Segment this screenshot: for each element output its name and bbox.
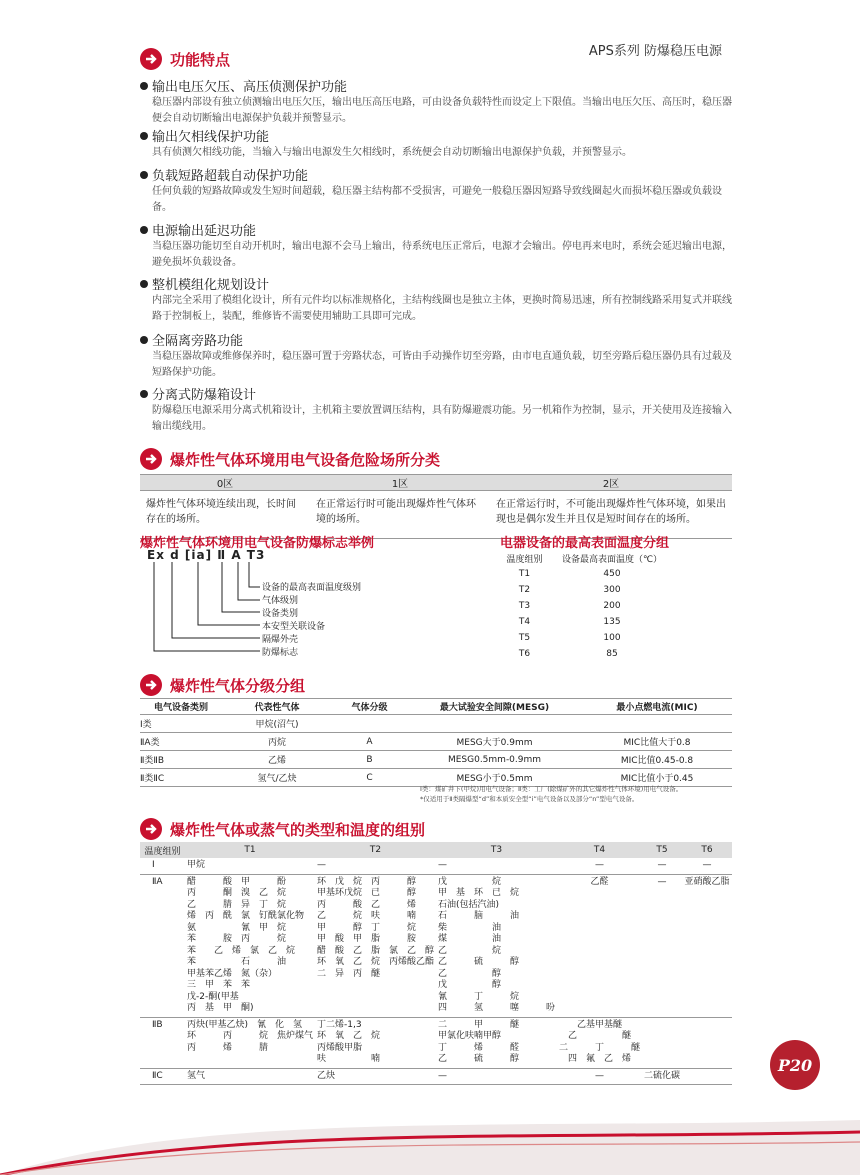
zone-cell: 爆炸性气体环境连续出现，长时间存在的场所。 (140, 491, 310, 539)
bullet-icon (140, 226, 148, 234)
comb-cell (315, 858, 436, 874)
gas-cell: B (332, 751, 407, 769)
arrow-right-icon (140, 674, 162, 696)
temp-cell: T3 (518, 601, 531, 611)
comb-row (140, 858, 732, 874)
comb-group: ⅡB (140, 1017, 185, 1068)
arrow-right-icon (140, 818, 162, 840)
temp-row (497, 598, 672, 614)
gas-header: 气体分级 (332, 699, 407, 715)
comb-cell (557, 1017, 642, 1068)
zone-table (140, 474, 732, 539)
comb-line: 石 脑 油 (438, 911, 520, 921)
comb-line: 丙炔(甲基乙炔) 氰 化 氢 (186, 1019, 302, 1030)
comb-line: 乙 醇 (438, 968, 502, 979)
comb-group: ⅡA (140, 874, 185, 1017)
temp-header: 设备最高表面温度（℃） (561, 554, 663, 565)
comb-line: 甲基环戊烷 已 醇 (316, 888, 416, 898)
feature-title-text: 整机模组化规划设计 (152, 278, 270, 293)
page-number-logo: P20 (770, 1040, 820, 1090)
gas-cell: MIC比值0.45-0.8 (582, 751, 732, 769)
gas-cell: MESG0.5mm-0.9mm (407, 751, 582, 769)
comb-line: — (438, 860, 447, 870)
marking-label: 设备类别 (262, 609, 299, 619)
comb-cell (436, 858, 557, 874)
comb-line: 二 丁 醚 (559, 1042, 641, 1053)
comb-line: 甲 酸 甲 脂 胺 (316, 934, 416, 944)
comb-cell (185, 858, 315, 874)
comb-line: 氰 丁 烷 (438, 991, 520, 1002)
arrow-right-icon (140, 448, 162, 470)
section-title: 爆炸性气体或蒸气的类型和温度的组别 (170, 820, 426, 839)
marking-label: 隔爆外壳 (262, 635, 299, 645)
feature-title (140, 220, 732, 239)
marking-label: 本安型关联设备 (262, 622, 326, 632)
feature-title (140, 330, 732, 349)
bullet-icon (140, 171, 148, 179)
comb-line: 丙 酸 乙 烯 (316, 899, 416, 910)
comb-line: 丁 烯 醛 (438, 1042, 520, 1053)
arrow-right-icon (140, 48, 162, 70)
temp-cell: 200 (603, 601, 621, 611)
gas-row (140, 751, 732, 769)
comb-line: 二硫化碳 (644, 1070, 681, 1081)
feature-desc: 具有侦测欠相线功能，当输入与输出电源发生欠相线时，系统便会自动切断输出电源保护负载，并预警显示。 (152, 147, 632, 158)
temp-cell: 100 (603, 633, 621, 643)
comb-line: — (702, 860, 712, 870)
gas-cell: Ⅱ类ⅡB (140, 751, 222, 769)
bullet-icon (140, 82, 148, 90)
comb-header: T1 (185, 842, 315, 858)
comb-header: T3 (436, 842, 557, 858)
comb-cell (436, 874, 557, 1017)
comb-line: 丙 基 甲 酮) (186, 1003, 254, 1013)
comb-line: — (438, 1070, 447, 1081)
marking-title: 爆炸性气体环境用电气设备防爆标志举例 (140, 536, 375, 551)
comb-line: 乙基甲基醚 (577, 1019, 623, 1030)
comb-line: 环 戊 烷 丙 醇 (316, 876, 416, 887)
decorative-wave (0, 1100, 860, 1175)
comb-line: 甲 基 环 已 烷 (438, 888, 520, 898)
marking-label: 气体级别 (262, 596, 299, 606)
temp-row (497, 646, 672, 662)
zone-header: 2区 (490, 475, 732, 491)
comb-line: 氨 氰 甲 烷 (186, 922, 286, 933)
feature-item (140, 384, 732, 435)
comb-cell (185, 874, 315, 1017)
feature-title-text: 电源输出延迟功能 (152, 224, 257, 239)
temperature-title: 电器设备的最高表面温度分组 (500, 536, 670, 551)
feature-desc: 当稳压器功能切至自动开机时，输出电源不会马上输出，待系统电压正常后，电源才会输出。停电再来电时，系统会延迟输出电源，避免损坏负载设备。 (152, 241, 732, 268)
comb-row (140, 1068, 732, 1085)
gas-header: 最小点燃电流(MIC) (582, 699, 732, 715)
comb-header: T4 (557, 842, 642, 858)
gas-cell: MESG小于0.5mm (407, 769, 582, 787)
comb-cell (436, 1068, 557, 1085)
temp-cell: T5 (518, 633, 531, 643)
comb-line: 戊-2-酮(甲基 (186, 991, 239, 1002)
feature-desc: 内部完全采用了模组化设计，所有元件均以标准规格化，主结构线圈也是独立主体，更换时简易迅速，所有控制线路采用复式并联线路于控制板上，装配，维修皆不需要使用辅助工具即可完成。 (152, 295, 732, 322)
comb-line: 乙 醚 (568, 1031, 632, 1041)
bullet-icon (140, 132, 148, 140)
comb-cell (642, 1068, 682, 1085)
gas-cell (407, 715, 582, 733)
gas-note: *仅适用于Ⅱ类隔爆型“d”和本质安全型“i”电气设备以及部分“n”型电气设备。 (420, 795, 639, 803)
gas-note: Ⅰ类：煤矿井下(甲烷)用电气设备；Ⅱ类：工厂(除煤矿外的其它爆炸性气体环境)用电气设备。 (420, 785, 683, 793)
comb-line: 苯 胺 丙 烷 (186, 934, 286, 944)
comb-header: T2 (315, 842, 436, 858)
comb-line: 丙烯酸甲脂 (316, 1042, 362, 1053)
comb-line: 乙 烷 (438, 945, 502, 956)
comb-row (140, 1017, 732, 1068)
feature-title-text: 全隔离旁路功能 (152, 334, 244, 349)
comb-header: 温度组别 (140, 842, 185, 858)
comb-line: 三 甲 苯 苯 (186, 980, 250, 990)
comb-header: T6 (682, 842, 732, 858)
gas-cell: 氢气/乙炔 (222, 769, 332, 787)
comb-line: 乙 烷 呋 喃 (316, 911, 416, 921)
comb-line: 丙 酮 溴 乙 烷 (186, 888, 286, 898)
temp-header: 温度组别 (506, 554, 543, 565)
feature-desc: 防爆稳压电源采用分离式机箱设计，主机箱主要放置调压结构，具有防爆避震功能。另一机箱作为控制，显示，开关使用及连接输入输出缆线用。 (152, 405, 732, 432)
gas-cell: 乙烯 (222, 751, 332, 769)
comb-line: — (316, 860, 326, 870)
feature-desc: 当稳压器故障或维修保养时，稳压器可置于旁路状态，可皆由手动操作切至旁路，由市电直通负载，切至旁路后稳压器仍具有过载及短路保护功能。 (152, 351, 732, 378)
comb-line: 戊 烷 (438, 876, 502, 887)
gas-cell (332, 715, 407, 733)
feature-desc: 任何负载的短路故障或发生短时间超载，稳压器主结构都不受损害，可避免一般稳压器因短路导致线圈起火而损坏稳压器或负载设备。 (152, 186, 722, 213)
gas-cell: 丙烷 (222, 733, 332, 751)
feature-desc: 稳压器内部设有独立侦测输出电压欠压，输出电压高压电路，可由设备负载特性而设定上下限值。当输出电压欠压、高压时，稳压器便会自动切断输出电源保护负载并预警显示。 (152, 97, 732, 124)
comb-line: 丁二烯-1,3 (316, 1019, 362, 1030)
feature-item (140, 330, 732, 381)
gas-cell: Ⅱ类ⅡC (140, 769, 222, 787)
comb-line: — (595, 1070, 605, 1081)
feature-item (140, 274, 732, 325)
comb-cell (315, 1068, 436, 1085)
feature-title (140, 76, 732, 95)
feature-title-text: 输出电压欠压、高压侦测保护功能 (152, 80, 348, 95)
feature-title-text: 输出欠相线保护功能 (152, 130, 270, 145)
comb-line: 乙 硫 醇 (438, 1054, 520, 1064)
comb-line: — (657, 876, 667, 887)
feature-item (140, 126, 732, 161)
feature-title (140, 384, 732, 403)
temp-row (497, 566, 672, 582)
comb-cell (682, 874, 732, 1017)
temp-cell: 300 (603, 585, 621, 595)
comb-line: 乙醛 (590, 876, 609, 887)
series-title: APS系列 防爆稳压电源 (588, 44, 722, 59)
comb-line: 甲烷 (186, 860, 205, 870)
comb-cell (185, 1017, 315, 1068)
combination-table (140, 842, 732, 1085)
temp-cell: T6 (518, 649, 531, 659)
comb-cell (185, 1068, 315, 1085)
marking-code: Ex d [ia] Ⅱ A T3 (147, 548, 266, 562)
comb-line: 乙 硫 醇 (438, 957, 520, 967)
gas-header: 电气设备类别 (140, 699, 222, 715)
comb-line: 柴 油 (438, 922, 502, 933)
comb-line: 醋 酸 乙 脂 氯 乙 醇 (316, 945, 434, 956)
gas-cell: MIC比值大于0.8 (582, 733, 732, 751)
section-title: 爆炸性气体分级分组 (170, 676, 306, 695)
temp-row (497, 630, 672, 646)
comb-line: — (657, 860, 667, 870)
comb-line: 苯 乙 烯 氯 乙 烷 (186, 945, 295, 956)
comb-group: Ⅰ (140, 858, 185, 874)
gas-cell: C (332, 769, 407, 787)
comb-cell (557, 874, 642, 1017)
comb-line: 乙炔 (316, 1070, 335, 1081)
comb-line: — (595, 860, 605, 870)
feature-title (140, 274, 732, 293)
combination-heading (140, 818, 425, 840)
feature-title-text: 分离式防爆箱设计 (152, 388, 257, 403)
comb-line: 亚硝酸乙脂 (684, 876, 730, 887)
temp-cell: 85 (606, 649, 618, 659)
zones-heading (140, 448, 440, 470)
bullet-icon (140, 390, 148, 398)
comb-cell (315, 874, 436, 1017)
comb-line: 石油(包括汽油) (438, 899, 500, 910)
comb-cell (557, 858, 642, 874)
comb-line: 二 异 丙 醚 (316, 968, 380, 979)
section-title: 功能特点 (170, 50, 231, 69)
gas-header: 最大试验安全间隙(MESG) (407, 699, 582, 715)
comb-line: 丙 烯 腈 (186, 1042, 268, 1053)
bullet-icon (140, 336, 148, 344)
gas-cell: MIC比值小于0.45 (582, 769, 732, 787)
comb-line: 醋 酸 甲 酚 (186, 876, 286, 887)
comb-header: T5 (642, 842, 682, 858)
comb-line: 四 氢 噻 吩 (438, 1003, 556, 1013)
comb-cell (682, 1017, 732, 1068)
temp-row (497, 614, 672, 630)
gas-heading (140, 674, 305, 696)
feature-item (140, 165, 732, 216)
comb-line: 环 丙 烷 焦炉煤气 (186, 1031, 313, 1041)
temp-row (497, 582, 672, 598)
temp-cell: T1 (518, 569, 531, 579)
gas-cell: ⅡA类 (140, 733, 222, 751)
section-title: 爆炸性气体环境用电气设备危险场所分类 (170, 450, 441, 469)
zone-header: 1区 (310, 475, 490, 491)
comb-line: 环 氧 乙 烷 (316, 1031, 380, 1041)
temp-cell: 135 (603, 617, 621, 627)
comb-group: ⅡC (140, 1068, 185, 1085)
comb-line: 二 甲 醚 (438, 1019, 520, 1030)
features-heading (140, 48, 230, 70)
temp-cell: 450 (603, 569, 621, 579)
temp-cell: T2 (518, 585, 531, 595)
bullet-icon (140, 280, 148, 288)
comb-line: 戊 醇 (438, 980, 502, 990)
feature-item (140, 76, 732, 127)
comb-cell (436, 1017, 557, 1068)
gas-header: 代表性气体 (222, 699, 332, 715)
comb-line: 甲基苯乙烯 氮（杂） (186, 968, 277, 979)
comb-line: 乙 腈 异 丁 烷 (186, 899, 286, 910)
comb-line: 甲氯化呋喃甲醇 (438, 1031, 502, 1041)
comb-cell (682, 1068, 732, 1085)
feature-item (140, 220, 732, 271)
feature-title (140, 126, 732, 145)
marking-label: 防爆标志 (262, 648, 299, 658)
gas-cell (582, 715, 732, 733)
comb-cell (642, 1017, 682, 1068)
comb-cell (642, 874, 682, 1017)
feature-title (140, 165, 732, 184)
comb-line: 氢气 (186, 1070, 205, 1081)
comb-cell (642, 858, 682, 874)
zone-header: 0区 (140, 475, 310, 491)
comb-row (140, 874, 732, 1017)
comb-cell (557, 1068, 642, 1085)
comb-line: 苯 石 油 (186, 957, 286, 967)
feature-title-text: 负载短路超载自动保护功能 (152, 169, 309, 184)
marking-label: 设备的最高表面温度级别 (262, 583, 362, 593)
comb-line: 四 氟 乙 烯 (568, 1054, 632, 1064)
comb-line: 煤 油 (438, 934, 502, 944)
comb-line: 烯 丙 酰 氯 钉酰氯化物 (186, 911, 304, 921)
comb-cell (682, 858, 732, 874)
zone-cell: 在正常运行时，不可能出现爆炸性气体环境，如果出现也是偶尔发生并且仅是短时间存在的场所。 (490, 491, 732, 539)
temp-cell: T4 (518, 617, 531, 627)
gas-cell: A (332, 733, 407, 751)
zone-cell: 在正常运行时可能出现爆炸性气体环境的场所。 (310, 491, 490, 539)
gas-cell: Ⅰ类 (140, 715, 222, 733)
gas-cell: MESG大于0.9mm (407, 733, 582, 751)
comb-line: 呋 喃 (316, 1054, 380, 1064)
comb-line: 环 氧 乙 烷 丙烯酸乙酯 (316, 957, 434, 967)
temperature-table (497, 550, 672, 662)
comb-cell (315, 1017, 436, 1068)
gas-row (140, 733, 732, 751)
gas-group-table (140, 698, 732, 787)
marking-lines (150, 562, 262, 662)
gas-row (140, 715, 732, 733)
comb-line: 甲 醇 丁 烷 (316, 922, 416, 933)
gas-cell: 甲烷(沼气) (222, 715, 332, 733)
